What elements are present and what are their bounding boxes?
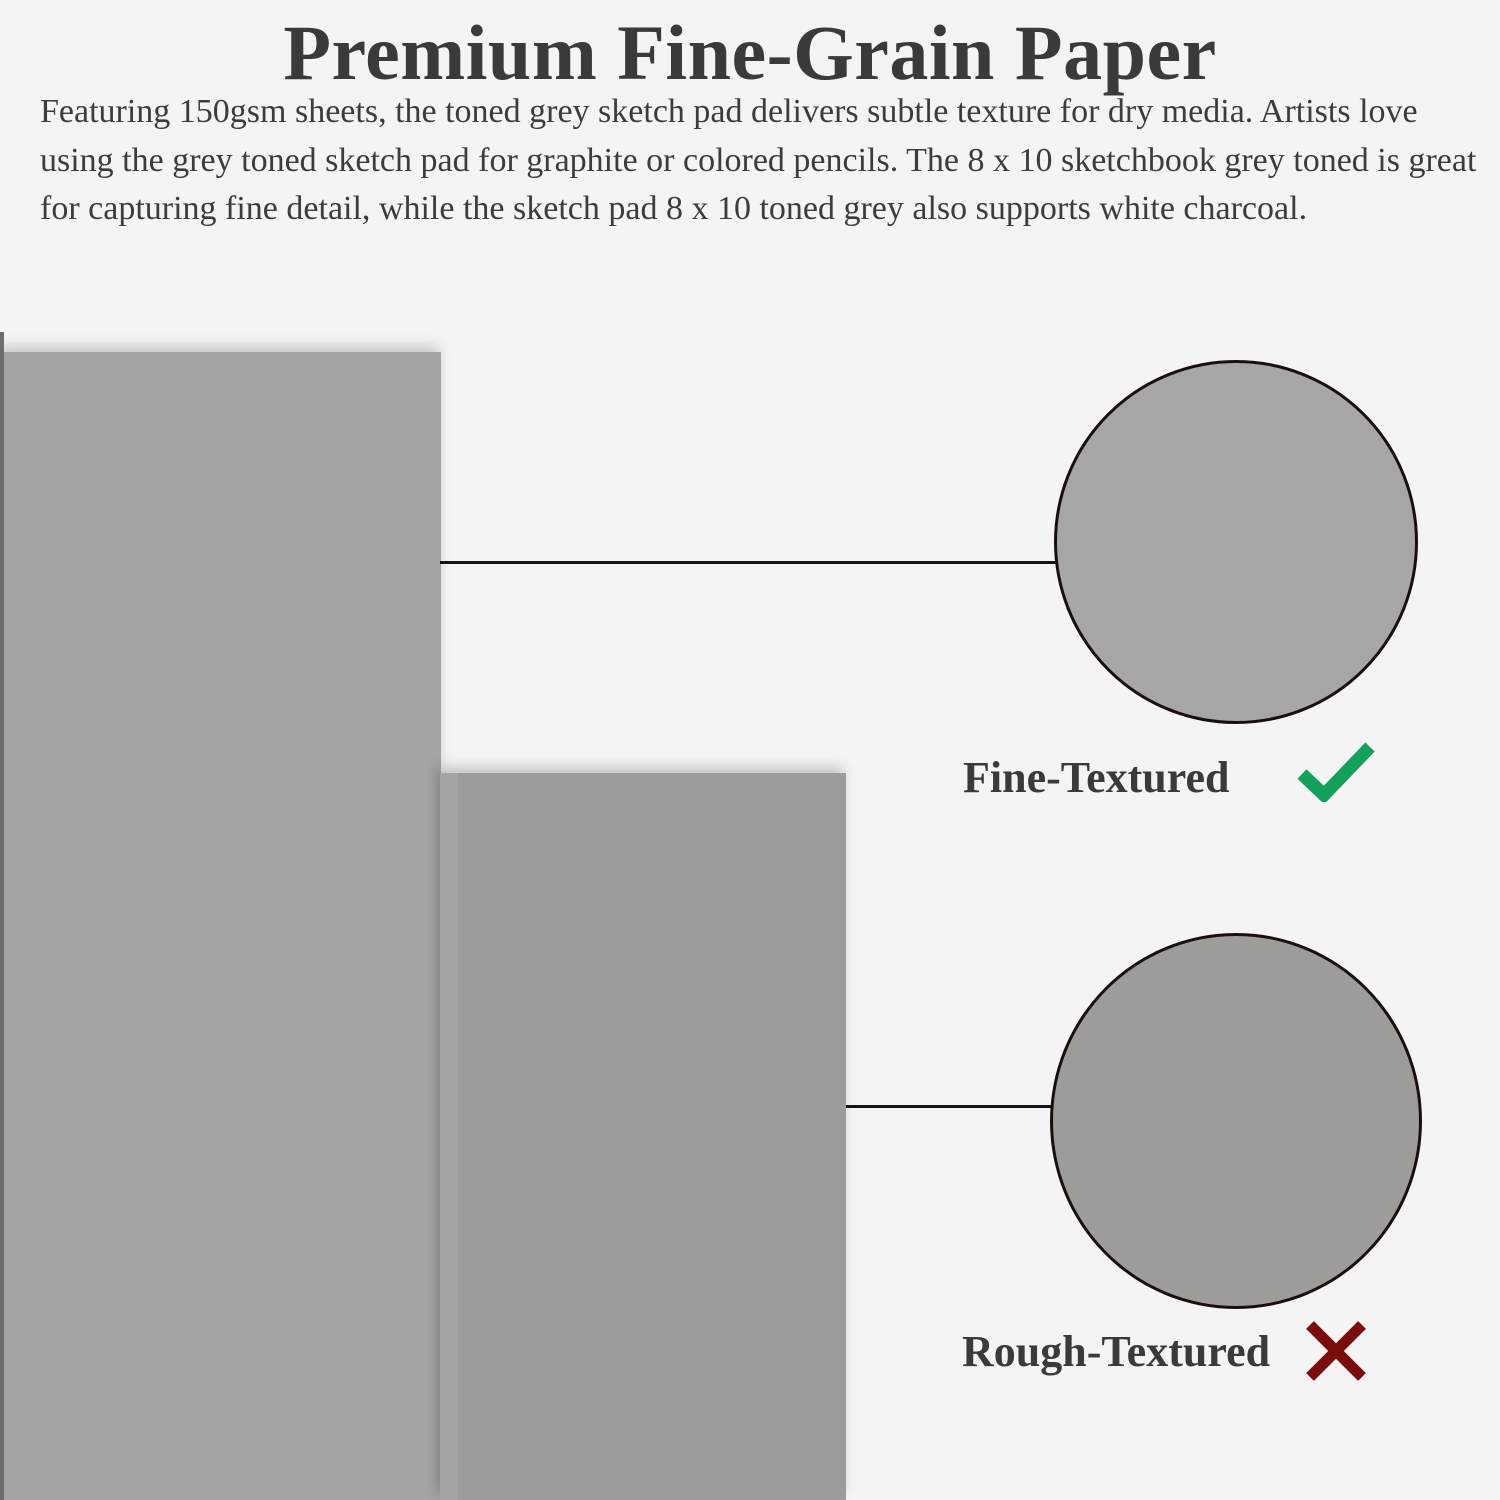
description-text: Featuring 150gsm sheets, the toned grey sketch pad delivers subtle texture for dry media. Artists love using the grey toned sketch pad for graphite or colored pencils. The 8 x 10 sketchbook grey toned is great for capturing fine detail, while the sketch pad 8 x 10 toned grey also supports white charcoal. (40, 93, 1477, 227)
rough-textured-label: Rough-Textured (962, 1327, 1271, 1376)
rough-texture-swatch (1050, 933, 1422, 1309)
fine-paper-sheet (0, 352, 441, 1500)
fine-connector-line (440, 561, 1058, 564)
cross-icon (1304, 1320, 1368, 1382)
fine-texture-swatch (1054, 360, 1418, 724)
page-title: Premium Fine-Grain Paper (283, 9, 1217, 96)
rough-paper-sheet (440, 773, 846, 1500)
fine-textured-label: Fine-Textured (963, 753, 1230, 802)
sheet-overlap (440, 773, 458, 1500)
check-icon (1296, 740, 1376, 802)
sheet-edge (0, 332, 4, 1500)
rough-connector-line (846, 1105, 1054, 1108)
